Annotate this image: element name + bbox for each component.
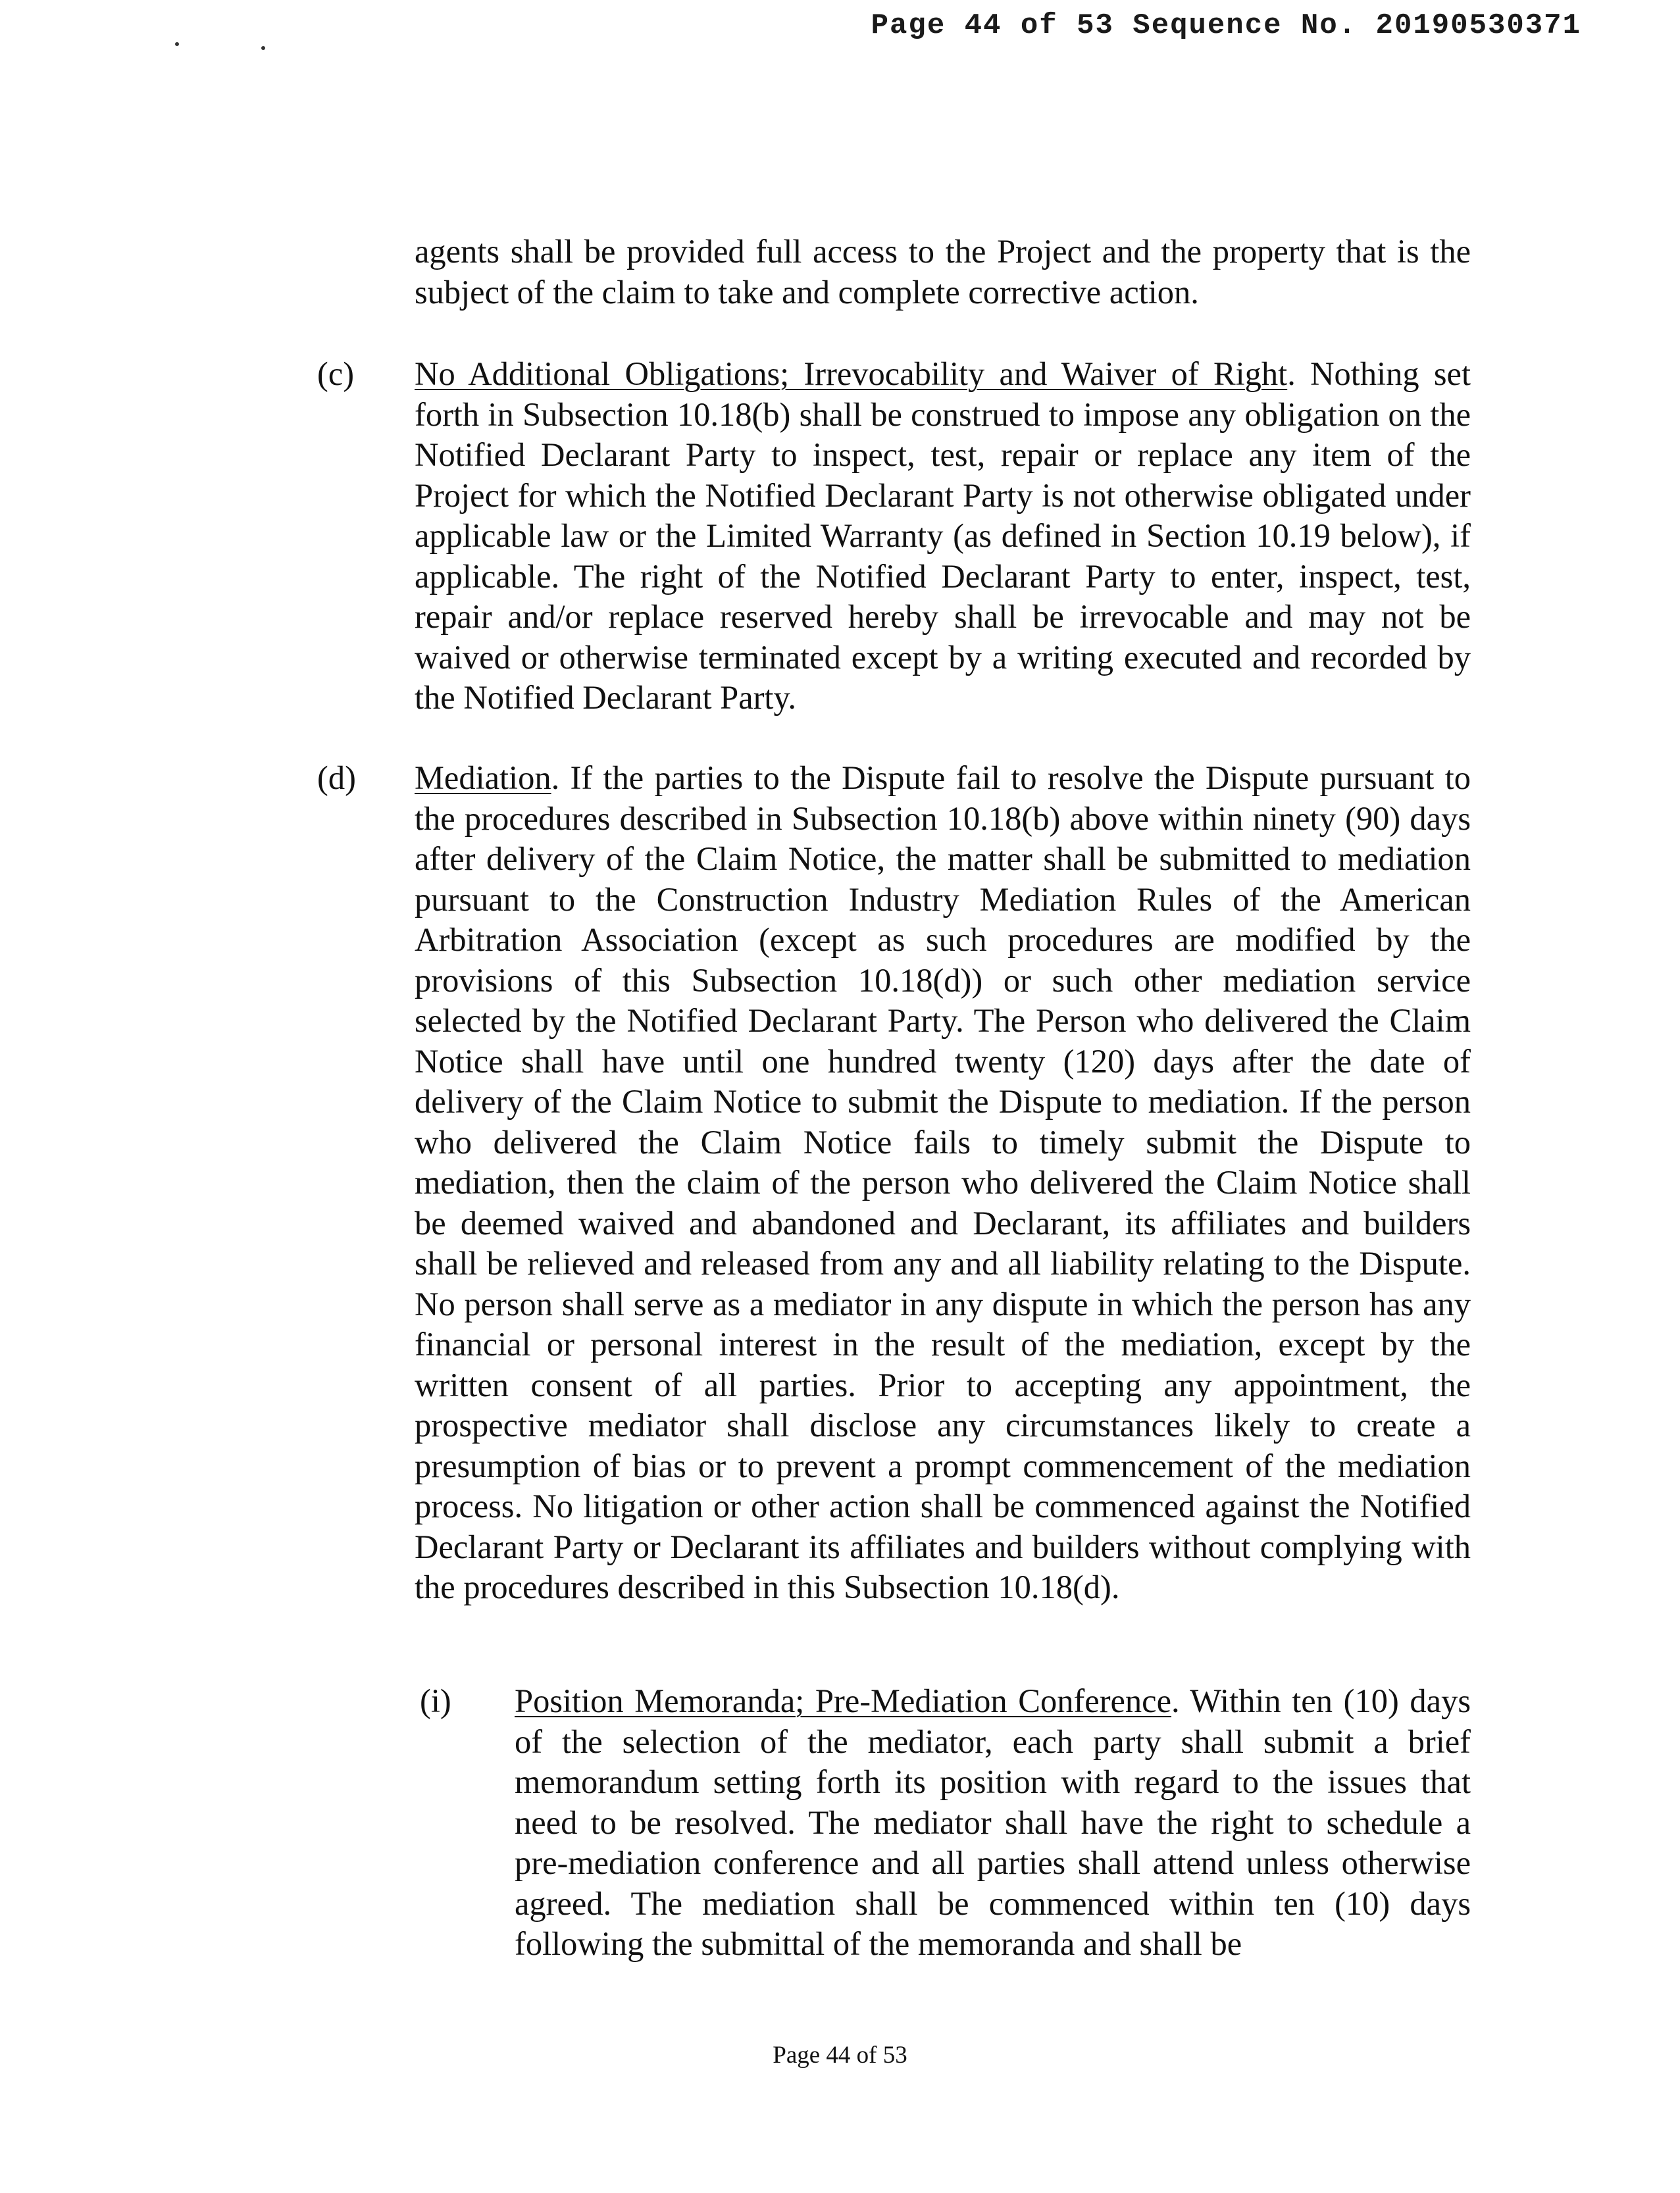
section-d-marker: (d) — [317, 759, 356, 796]
intro-text: agents shall be provided full access to the Project and the property that is the subject of the claim to take and complete corrective action. — [415, 233, 1471, 311]
section-d-i-marker: (i) — [420, 1682, 451, 1719]
section-c-text: . Nothing set forth in Subsection 10.18(b) shall be construed to impose any obligation on the Notified Declarant Party to inspect, test, repair or replace any item of the Project for which the Notified Declarant Party is not otherwise obligated under applicable law or the Limited Warranty (as defined in Section 10.19 below), if applicable. The right of the Notified Declarant Party to enter, inspect, test, repair and/or replace reserved hereby shall be irrevocable and may not be waived or otherwise terminated except by a writing executed and recorded by the Notified Declarant Party. — [415, 355, 1471, 716]
section-d-i-paragraph — [515, 1681, 1471, 1965]
scan-speck — [175, 42, 179, 46]
section-d-paragraph — [415, 758, 1471, 1608]
section-c-marker: (c) — [317, 355, 355, 392]
section-c-paragraph — [415, 354, 1471, 718]
section-d-i-text: . Within ten (10) days of the selection of the mediator, each party shall submit a brief memorandum setting forth its position with regard to the issues that need to be resolved. The mediator shall have the right to schedule a pre-mediation conference and all parties shall attend unless otherwise agreed. The mediation shall be commenced within ten (10) days following the submittal of the memoranda and shall be — [515, 1682, 1471, 1962]
scan-speck — [261, 46, 265, 50]
sequence-stamp: Page 44 of 53 Sequence No. 20190530371 — [871, 9, 1581, 42]
intro-paragraph — [415, 232, 1471, 313]
section-d-text: . If the parties to the Dispute fail to resolve the Dispute pursuant to the procedures described in Subsection 10.18(b) above within ninety (90) days after delivery of the Claim Notice, the matter shall be submitted to mediation pursuant to the Construction Industry Mediation Rules of the American Arbitration Association (except as such procedures are modified by the provisions of this Subsection 10.18(d)) or such other mediation service selected by the Notified Declarant Party. The Person who delivered the Claim Notice shall have until one hundred twenty (120) days after the date of delivery of the Claim Notice to submit the Dispute to mediation. If the person who delivered the Claim Notice fails to timely submit the Dispute to mediation, then the claim of the person who delivered the Claim Notice shall be deemed waived and abandoned and Declarant, its affiliates and builders shall be relieved and released from any and all liability relating to the Dispute. No person shall serve as a mediator in any dispute in which the person has any financial or personal interest in the result of the mediation, except by the written consent of all parties. Prior to accepting any appointment, the prospective mediator shall disclose any circumstances likely to create a presumption of bias or to prevent a prompt commencement of the mediation process. No litigation or other action shall be commenced against the Notified Declarant Party or Declarant its affiliates and builders without complying with the procedures described in this Subsection 10.18(d). — [415, 759, 1471, 1605]
section-d-i-heading: Position Memoranda; Pre-Mediation Conference — [515, 1682, 1172, 1719]
section-d-heading: Mediation — [415, 759, 551, 796]
section-c-heading: No Additional Obligations; Irrevocability and Waiver of Right — [415, 355, 1288, 392]
page-footer: Page 44 of 53 — [773, 2042, 907, 2069]
